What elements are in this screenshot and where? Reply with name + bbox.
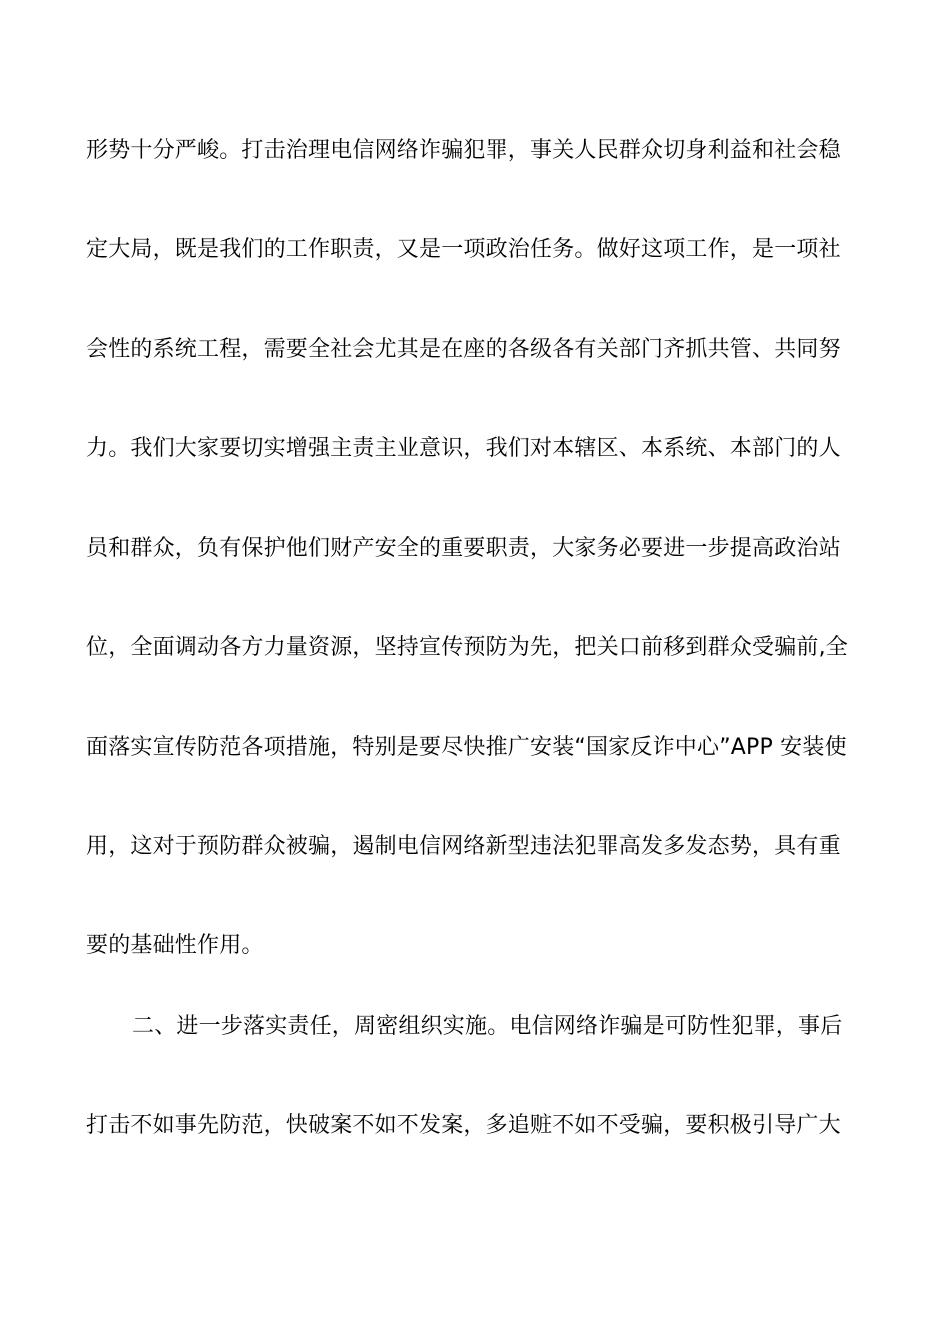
paragraph-line-6: 位，全面调动各方力量资源，坚持宣传预防为先，把关口前移到群众受骗前,全 [86, 635, 848, 660]
paragraph-line-1: 形势十分严峻。打击治理电信网络诈骗犯罪，事关人民群众切身利益和社会稳 [86, 138, 841, 163]
paragraph-line-5: 员和群众，负有保护他们财产安全的重要职责，大家务必要进一步提高政治站 [86, 536, 841, 561]
paragraph-line-3: 会性的系统工程，需要全社会尤其是在座的各级各有关部门齐抓共管、共同努 [86, 337, 841, 362]
paragraph-line-8: 用，这对于预防群众被骗，遏制电信网络新型违法犯罪高发多发态势，具有重 [86, 834, 841, 859]
paragraph-line-11: 打击不如事先防范，快破案不如不发案，多追赃不如不受骗，要积极引导广大 [86, 1113, 841, 1138]
paragraph-line-9: 要的基础性作用。 [86, 933, 264, 958]
paragraph-line-4: 力。我们大家要切实增强主责主业意识，我们对本辖区、本系统、本部门的人 [86, 436, 841, 461]
paragraph-line-2: 定大局，既是我们的工作职责，又是一项政治任务。做好这项工作，是一项社 [86, 237, 841, 262]
paragraph-line-7: 面落实宣传防范各项措施，特别是要尽快推广安装“国家反诈中心”APP 安装使 [86, 735, 847, 760]
section-two-heading-line: 二、进一步落实责任，周密组织实施。电信网络诈骗是可防性犯罪，事后 [132, 1014, 843, 1039]
